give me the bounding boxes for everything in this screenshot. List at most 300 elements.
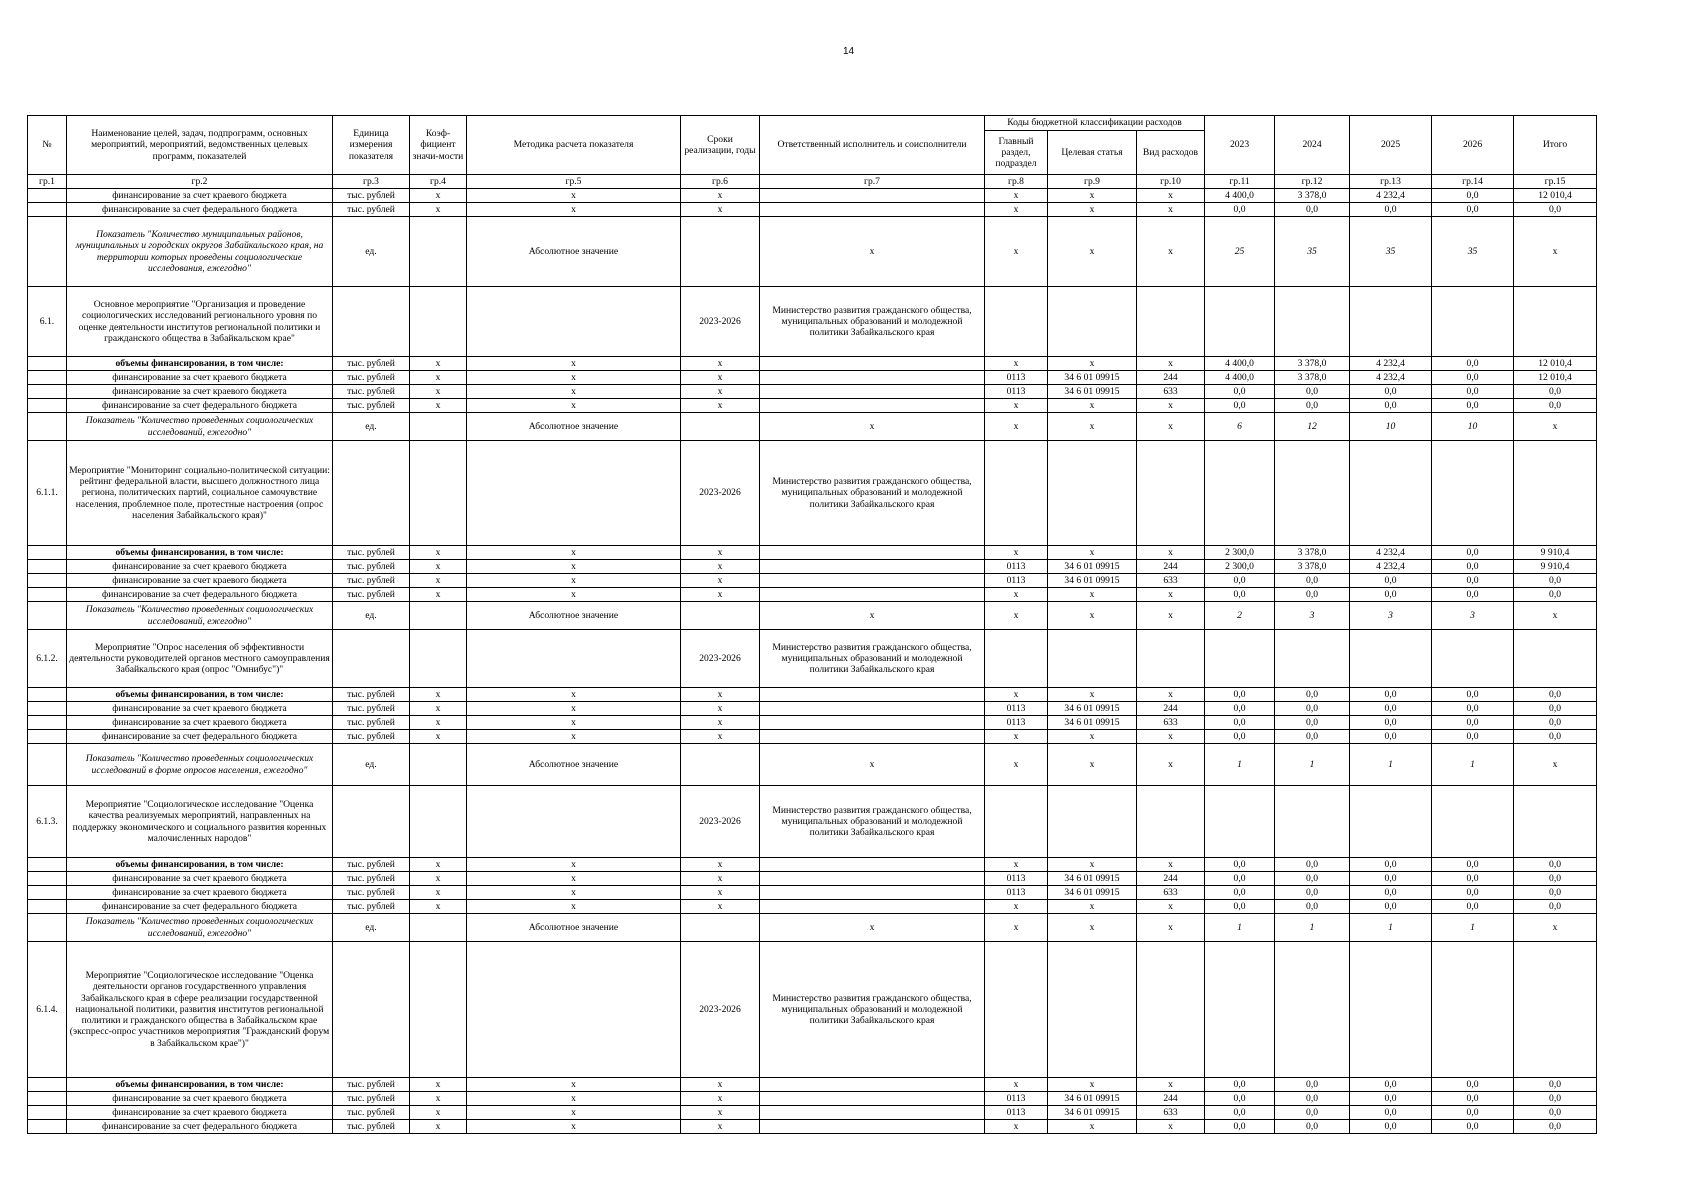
value-total: 0,0	[1514, 1106, 1597, 1120]
value-2024: 0,0	[1275, 1078, 1350, 1092]
value-2024: 0,0	[1275, 385, 1350, 399]
financing-name: финансирование за счет федерального бюджета	[67, 399, 333, 413]
unit-cell: тыс. рублей	[333, 872, 410, 886]
method-cell: Абсолютное значение	[467, 217, 681, 287]
value-2023: 0,0	[1205, 688, 1275, 702]
unit-cell: тыс. рублей	[333, 688, 410, 702]
expense-type-code: x	[1137, 203, 1205, 217]
section-code: x	[985, 1078, 1048, 1092]
value-total: 0,0	[1514, 385, 1597, 399]
empty-cell	[1350, 441, 1432, 546]
row-number	[28, 702, 67, 716]
terms-cell: x	[681, 371, 760, 385]
terms-cell: x	[681, 1092, 760, 1106]
value-2026: 0,0	[1432, 357, 1514, 371]
value-2026: 0,0	[1432, 900, 1514, 914]
header-article: Целевая статья	[1048, 131, 1137, 175]
terms-cell: x	[681, 688, 760, 702]
section-code: x	[985, 744, 1048, 786]
empty-cell	[1048, 287, 1137, 357]
value-2024: 0,0	[1275, 688, 1350, 702]
value-2023: 0,0	[1205, 1106, 1275, 1120]
financing-name: финансирование за счет краевого бюджета	[67, 385, 333, 399]
unit-cell: тыс. рублей	[333, 357, 410, 371]
row-number	[28, 1092, 67, 1106]
financing-row	[28, 886, 1597, 900]
unit-cell: тыс. рублей	[333, 1092, 410, 1106]
value-total: 12 010,4	[1514, 189, 1597, 203]
value-total: 0,0	[1514, 886, 1597, 900]
value-2026: 0,0	[1432, 189, 1514, 203]
value-2025: 1	[1350, 744, 1432, 786]
expense-type-code: x	[1137, 399, 1205, 413]
financing-name: финансирование за счет краевого бюджета	[67, 371, 333, 385]
expense-type-code: 244	[1137, 560, 1205, 574]
row-number	[28, 357, 67, 371]
method-cell: x	[467, 886, 681, 900]
group-label: гр.3	[333, 175, 410, 189]
article-code: x	[1048, 602, 1137, 630]
unit-cell: тыс. рублей	[333, 399, 410, 413]
value-2025: 0,0	[1350, 702, 1432, 716]
empty-cell	[1514, 786, 1597, 858]
value-2025: 35	[1350, 217, 1432, 287]
row-number	[28, 744, 67, 786]
value-2025: 0,0	[1350, 730, 1432, 744]
group-label: гр.7	[760, 175, 985, 189]
terms-cell: x	[681, 730, 760, 744]
terms-cell: 2023-2026	[681, 630, 760, 688]
section-code: x	[985, 1120, 1048, 1134]
executor-cell	[760, 560, 985, 574]
terms-cell: x	[681, 588, 760, 602]
financing-name: финансирование за счет краевого бюджета	[67, 872, 333, 886]
article-code: 34 6 01 09915	[1048, 886, 1137, 900]
value-2025: 0,0	[1350, 900, 1432, 914]
method-cell: Абсолютное значение	[467, 914, 681, 942]
article-code: 34 6 01 09915	[1048, 872, 1137, 886]
empty-cell	[1432, 786, 1514, 858]
value-2026: 0,0	[1432, 688, 1514, 702]
value-2026: 0,0	[1432, 886, 1514, 900]
financing-name: финансирование за счет федерального бюджета	[67, 203, 333, 217]
coef-cell: x	[410, 357, 467, 371]
method-cell: x	[467, 189, 681, 203]
section-code: 0113	[985, 560, 1048, 574]
row-number	[28, 716, 67, 730]
expense-type-code: 244	[1137, 1092, 1205, 1106]
value-2026: 0,0	[1432, 1120, 1514, 1134]
header-year-2023: 2023	[1205, 116, 1275, 175]
indicator-name: Показатель "Количество проведенных социологических исследований в форме опросов населения, ежегодно"	[67, 744, 333, 786]
value-total: x	[1514, 217, 1597, 287]
financing-row	[28, 1120, 1597, 1134]
coef-cell: x	[410, 588, 467, 602]
value-2024: 0,0	[1275, 872, 1350, 886]
value-total: x	[1514, 602, 1597, 630]
unit-cell: тыс. рублей	[333, 886, 410, 900]
financing-name: финансирование за счет краевого бюджета	[67, 560, 333, 574]
executor-cell	[760, 872, 985, 886]
value-2023: 6	[1205, 413, 1275, 441]
value-total: 0,0	[1514, 900, 1597, 914]
coef-cell	[410, 744, 467, 786]
terms-cell: 2023-2026	[681, 786, 760, 858]
terms-cell: x	[681, 357, 760, 371]
coef-cell: x	[410, 560, 467, 574]
row-number: 6.1.	[28, 287, 67, 357]
row-number	[28, 900, 67, 914]
unit-cell: тыс. рублей	[333, 189, 410, 203]
executor-cell: Министерство развития гражданского общества, муниципальных образований и молодежной политики Забайкальского края	[760, 942, 985, 1078]
executor-cell	[760, 588, 985, 602]
method-cell: x	[467, 1106, 681, 1120]
value-2025: 0,0	[1350, 688, 1432, 702]
terms-cell	[681, 744, 760, 786]
empty-cell	[1205, 942, 1275, 1078]
expense-type-code: x	[1137, 413, 1205, 441]
terms-cell: x	[681, 1120, 760, 1134]
article-code: x	[1048, 399, 1137, 413]
financing-name: финансирование за счет федерального бюджета	[67, 730, 333, 744]
budget-table	[27, 115, 1597, 1134]
coef-cell: x	[410, 688, 467, 702]
method-cell: x	[467, 872, 681, 886]
unit-cell: тыс. рублей	[333, 546, 410, 560]
coef-cell: x	[410, 730, 467, 744]
row-number	[28, 574, 67, 588]
method-cell: x	[467, 399, 681, 413]
value-total: 0,0	[1514, 716, 1597, 730]
coef-cell	[410, 914, 467, 942]
header-year-2026: 2026	[1432, 116, 1514, 175]
value-2025: 0,0	[1350, 872, 1432, 886]
section-code: x	[985, 730, 1048, 744]
executor-cell	[760, 371, 985, 385]
terms-cell: x	[681, 560, 760, 574]
coef-cell: x	[410, 546, 467, 560]
empty-cell	[1514, 630, 1597, 688]
expense-type-code: x	[1137, 744, 1205, 786]
indicator-name: Показатель "Количество проведенных социологических исследований, ежегодно"	[67, 914, 333, 942]
value-2024: 0,0	[1275, 716, 1350, 730]
article-code: x	[1048, 900, 1137, 914]
header-terms: Сроки реализации, годы	[681, 116, 760, 175]
value-2023: 0,0	[1205, 900, 1275, 914]
executor-cell	[760, 886, 985, 900]
unit-cell: ед.	[333, 602, 410, 630]
empty-cell	[1432, 942, 1514, 1078]
article-code: 34 6 01 09915	[1048, 560, 1137, 574]
unit-cell: тыс. рублей	[333, 716, 410, 730]
header-year-2024: 2024	[1275, 116, 1350, 175]
unit-cell: тыс. рублей	[333, 900, 410, 914]
row-number	[28, 217, 67, 287]
expense-type-code: x	[1137, 914, 1205, 942]
group-label: гр.4	[410, 175, 467, 189]
expense-type-code: x	[1137, 588, 1205, 602]
group-label: гр.2	[67, 175, 333, 189]
terms-cell: x	[681, 189, 760, 203]
terms-cell: x	[681, 399, 760, 413]
activity-row	[28, 441, 1597, 546]
value-2023: 25	[1205, 217, 1275, 287]
empty-cell	[1137, 287, 1205, 357]
empty-cell	[1350, 786, 1432, 858]
expense-type-code: x	[1137, 900, 1205, 914]
value-2026: 0,0	[1432, 399, 1514, 413]
value-2026: 0,0	[1432, 203, 1514, 217]
indicator-name: Показатель "Количество проведенных социологических исследований, ежегодно"	[67, 602, 333, 630]
empty-cell	[1432, 287, 1514, 357]
section-code: x	[985, 588, 1048, 602]
financing-row	[28, 1106, 1597, 1120]
executor-cell	[760, 702, 985, 716]
header-num: №	[28, 116, 67, 175]
financing-total-row	[28, 858, 1597, 872]
empty-cell	[1275, 630, 1350, 688]
value-2023: 4 400,0	[1205, 357, 1275, 371]
value-2025: 4 232,4	[1350, 189, 1432, 203]
value-2025: 4 232,4	[1350, 546, 1432, 560]
expense-type-code: 633	[1137, 574, 1205, 588]
header-expense-type: Вид расходов	[1137, 131, 1205, 175]
unit-cell: ед.	[333, 914, 410, 942]
coef-cell	[410, 217, 467, 287]
value-total: 0,0	[1514, 702, 1597, 716]
value-2025: 0,0	[1350, 1106, 1432, 1120]
value-total: 12 010,4	[1514, 357, 1597, 371]
empty-cell	[1432, 441, 1514, 546]
terms-cell	[681, 217, 760, 287]
terms-cell: x	[681, 858, 760, 872]
article-code: 34 6 01 09915	[1048, 371, 1137, 385]
value-2025: 4 232,4	[1350, 371, 1432, 385]
value-2023: 0,0	[1205, 203, 1275, 217]
value-2023: 0,0	[1205, 872, 1275, 886]
value-2024: 1	[1275, 914, 1350, 942]
value-2025: 4 232,4	[1350, 560, 1432, 574]
financing-name: финансирование за счет краевого бюджета	[67, 716, 333, 730]
row-number	[28, 189, 67, 203]
empty-cell	[1137, 630, 1205, 688]
section-code: 0113	[985, 385, 1048, 399]
activity-row	[28, 786, 1597, 858]
value-2023: 0,0	[1205, 1120, 1275, 1134]
expense-type-code: 244	[1137, 872, 1205, 886]
unit-cell	[333, 786, 410, 858]
empty-cell	[1205, 786, 1275, 858]
executor-cell	[760, 1078, 985, 1092]
method-cell: x	[467, 1120, 681, 1134]
value-2024: 0,0	[1275, 886, 1350, 900]
financing-name: финансирование за счет федерального бюджета	[67, 900, 333, 914]
executor-cell	[760, 385, 985, 399]
empty-cell	[1275, 786, 1350, 858]
financing-row	[28, 574, 1597, 588]
article-code: x	[1048, 588, 1137, 602]
unit-cell: тыс. рублей	[333, 371, 410, 385]
group-label: гр.15	[1514, 175, 1597, 189]
coef-cell: x	[410, 872, 467, 886]
indicator-row	[28, 217, 1597, 287]
expense-type-code: x	[1137, 217, 1205, 287]
value-2023: 2 300,0	[1205, 560, 1275, 574]
value-2026: 0,0	[1432, 574, 1514, 588]
terms-cell: x	[681, 886, 760, 900]
article-code: x	[1048, 357, 1137, 371]
section-code: 0113	[985, 886, 1048, 900]
indicator-row	[28, 413, 1597, 441]
group-label: гр.13	[1350, 175, 1432, 189]
value-2024: 0,0	[1275, 702, 1350, 716]
group-label: гр.14	[1432, 175, 1514, 189]
unit-cell: тыс. рублей	[333, 730, 410, 744]
financing-row	[28, 900, 1597, 914]
method-cell: x	[467, 858, 681, 872]
article-code: 34 6 01 09915	[1048, 702, 1137, 716]
empty-cell	[1514, 942, 1597, 1078]
value-2023: 0,0	[1205, 1092, 1275, 1106]
section-code: x	[985, 900, 1048, 914]
executor-cell	[760, 203, 985, 217]
empty-cell	[1514, 287, 1597, 357]
value-2026: 0,0	[1432, 588, 1514, 602]
value-2025: 0,0	[1350, 385, 1432, 399]
group-label: гр.12	[1275, 175, 1350, 189]
row-number: 6.1.4.	[28, 942, 67, 1078]
executor-cell: x	[760, 217, 985, 287]
executor-cell	[760, 357, 985, 371]
executor-cell	[760, 730, 985, 744]
value-total: 0,0	[1514, 730, 1597, 744]
header-section: Главный раздел, подраздел	[985, 131, 1048, 175]
method-cell: x	[467, 702, 681, 716]
row-number: 6.1.2.	[28, 630, 67, 688]
activity-row	[28, 287, 1597, 357]
value-2026: 0,0	[1432, 371, 1514, 385]
row-number	[28, 858, 67, 872]
unit-cell	[333, 441, 410, 546]
value-2026: 0,0	[1432, 1092, 1514, 1106]
value-2025: 0,0	[1350, 1120, 1432, 1134]
section-code: x	[985, 413, 1048, 441]
unit-cell: ед.	[333, 413, 410, 441]
value-2023: 0,0	[1205, 399, 1275, 413]
row-number	[28, 1120, 67, 1134]
value-2024: 0,0	[1275, 1092, 1350, 1106]
terms-cell	[681, 602, 760, 630]
coef-cell: x	[410, 385, 467, 399]
value-total: 0,0	[1514, 1078, 1597, 1092]
value-total: x	[1514, 914, 1597, 942]
financing-name: финансирование за счет федерального бюджета	[67, 1120, 333, 1134]
article-code: x	[1048, 217, 1137, 287]
value-2024: 3 378,0	[1275, 357, 1350, 371]
value-2024: 3 378,0	[1275, 371, 1350, 385]
row-number	[28, 546, 67, 560]
value-2025: 1	[1350, 914, 1432, 942]
expense-type-code: x	[1137, 189, 1205, 203]
value-total: 0,0	[1514, 1092, 1597, 1106]
method-cell: Абсолютное значение	[467, 744, 681, 786]
unit-cell: тыс. рублей	[333, 858, 410, 872]
coef-cell: x	[410, 702, 467, 716]
value-2023: 2 300,0	[1205, 546, 1275, 560]
financing-name: объемы финансирования, в том числе:	[67, 1078, 333, 1092]
value-2026: 10	[1432, 413, 1514, 441]
value-2026: 35	[1432, 217, 1514, 287]
value-2026: 1	[1432, 744, 1514, 786]
value-2024: 0,0	[1275, 1120, 1350, 1134]
unit-cell: тыс. рублей	[333, 1106, 410, 1120]
terms-cell: x	[681, 872, 760, 886]
group-label: гр.9	[1048, 175, 1137, 189]
header-total: Итого	[1514, 116, 1597, 175]
value-2023: 1	[1205, 914, 1275, 942]
unit-cell	[333, 630, 410, 688]
article-code: 34 6 01 09915	[1048, 574, 1137, 588]
activity-row	[28, 630, 1597, 688]
section-code: x	[985, 203, 1048, 217]
method-cell	[467, 287, 681, 357]
section-code: x	[985, 688, 1048, 702]
method-cell: x	[467, 588, 681, 602]
coef-cell	[410, 602, 467, 630]
row-number	[28, 1078, 67, 1092]
value-total: 0,0	[1514, 574, 1597, 588]
empty-cell	[1432, 630, 1514, 688]
activity-name: Мероприятие "Опрос населения об эффективности деятельности руководителей органов местного самоуправления Забайкальского края (опрос "Омнибус")"	[67, 630, 333, 688]
activity-row	[28, 942, 1597, 1078]
value-2024: 12	[1275, 413, 1350, 441]
group-label-row	[28, 175, 1597, 189]
financing-name: объемы финансирования, в том числе:	[67, 858, 333, 872]
row-number	[28, 560, 67, 574]
coef-cell	[410, 630, 467, 688]
group-label: гр.11	[1205, 175, 1275, 189]
row-number	[28, 602, 67, 630]
section-code: x	[985, 189, 1048, 203]
executor-cell: x	[760, 413, 985, 441]
financing-total-row	[28, 688, 1597, 702]
value-2024: 35	[1275, 217, 1350, 287]
row-number	[28, 914, 67, 942]
empty-cell	[1205, 441, 1275, 546]
empty-cell	[1275, 942, 1350, 1078]
article-code: x	[1048, 413, 1137, 441]
coef-cell: x	[410, 858, 467, 872]
method-cell: Абсолютное значение	[467, 413, 681, 441]
value-2023: 4 400,0	[1205, 371, 1275, 385]
financing-row	[28, 203, 1597, 217]
value-2023: 0,0	[1205, 886, 1275, 900]
empty-cell	[1048, 786, 1137, 858]
method-cell: x	[467, 730, 681, 744]
value-2024: 0,0	[1275, 858, 1350, 872]
article-code: x	[1048, 688, 1137, 702]
group-label: гр.10	[1137, 175, 1205, 189]
page-number: 14	[842, 46, 855, 57]
article-code: x	[1048, 744, 1137, 786]
unit-cell: ед.	[333, 217, 410, 287]
empty-cell	[1048, 942, 1137, 1078]
value-2026: 1	[1432, 914, 1514, 942]
value-2024: 0,0	[1275, 574, 1350, 588]
value-2023: 4 400,0	[1205, 189, 1275, 203]
value-2024: 0,0	[1275, 730, 1350, 744]
group-label: гр.6	[681, 175, 760, 189]
